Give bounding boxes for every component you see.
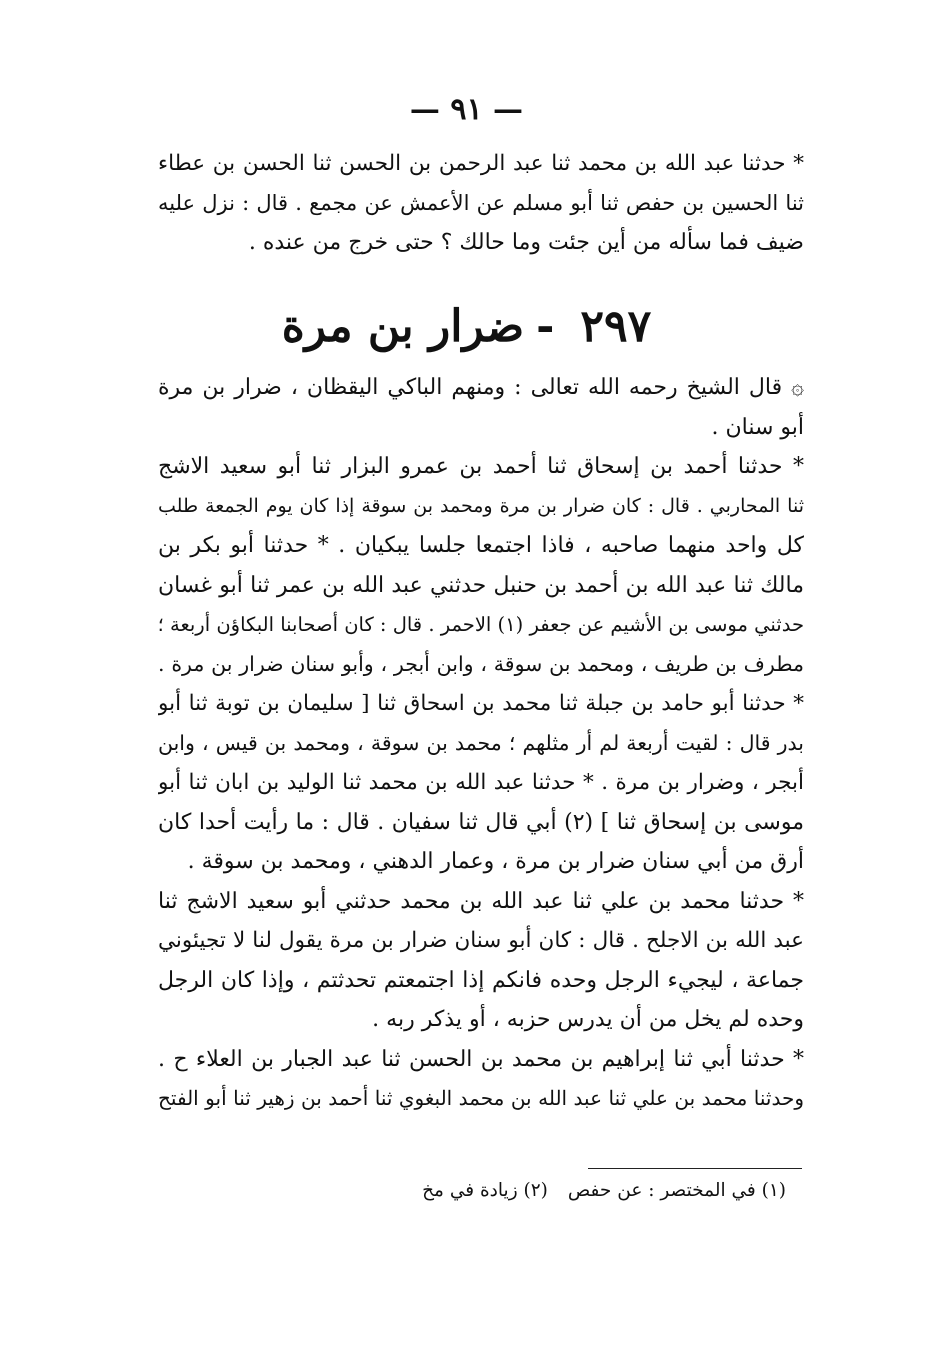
text-line: * حدثنا أحمد بن إسحاق ثنا أحمد بن عمرو البزار ثنا أبو سعيد الاشج	[158, 454, 804, 479]
text-line: مالك ثنا عبد الله بن أحمد بن حنبل حدثني عبد الله بن عمر ثنا أبو غسان	[158, 572, 804, 598]
text-line: جماعة ، ليجيء الرجل وحده فانكم إذا اجتمعتم تحدثتم ، وإذا كان الرجل	[158, 967, 804, 993]
text-line: مطرف بن طريف ، ومحمد بن سوقة ، وابن أبجر ، وأبو سنان ضرار بن مرة .	[158, 651, 804, 676]
main-text	[158, 368, 804, 1119]
section-heading	[0, 292, 933, 362]
text-line: ۞ قال الشيخ رحمه الله تعالى : ومنهم الباكي اليقظان ، ضرار بن مرة	[158, 375, 804, 400]
text-line: أرق من أبي سنان ضرار بن مرة ، وعمار الدهني ، ومحمد بن سوقة .	[187, 849, 804, 874]
text-line: أبو سنان .	[711, 414, 804, 440]
section-separator: -	[536, 301, 555, 352]
text-line: وحده لم يخل من أن يدرس حزبه ، أو يذكر ربه .	[372, 1007, 804, 1032]
text-line: * حدثنا أبو حامد بن جبلة ثنا محمد بن اسحاق ثنا [ سليمان بن توبة ثنا أبو	[158, 691, 804, 716]
footnote-2: (٢) زيادة في مخ	[422, 1180, 548, 1201]
footnotes	[400, 1176, 786, 1206]
footnote-1: (١) في المختصر : عن حفص	[567, 1180, 786, 1201]
text-line: * حدثنا محمد بن علي ثنا عبد الله بن محمد حدثني أبو سعيد الاشج ثنا	[158, 888, 804, 914]
text-line: ثنا الحسين بن حفص ثنا أبو مسلم عن الأعمش عن مجمع . قال : نزل عليه	[158, 190, 804, 215]
footnote-divider	[588, 1168, 802, 1169]
text-line: أبجر ، وضرار بن مرة . * حدثنا عبد الله بن محمد ثنا الوليد بن ابان ثنا أبو	[158, 770, 804, 795]
text-line: ثنا المحاربي . قال : كان ضرار بن مرة ومحمد بن سوقة إذا كان يوم الجمعة طلب	[158, 494, 804, 517]
page-number: — ٩١ —	[409, 92, 524, 127]
section-title: ضرار بن مرة	[281, 301, 525, 352]
text-line: موسى بن إسحاق ثنا ] (٢) أبي قال ثنا سفيان . قال : ما رأيت أحدا كان	[158, 809, 804, 835]
text-line: كل واحد منهما صاحبه ، فاذا اجتمعا جلسا يبكيان . * حدثنا أبو بكر بن	[158, 533, 804, 558]
text-line: حدثني موسى بن الأشيم عن جعفر (١) الاحمر . قال : كان أصحابنا البكاؤن أربعة ؛	[158, 613, 804, 636]
section-number: ٢٩٧	[580, 301, 652, 352]
text-line: عبد الله بن الاجلح . قال : كان أبو سنان ضرار بن مرة يقول لنا لا تجيئوني	[158, 928, 804, 953]
text-line: ضيف فما سأله من أين جئت وما حالك ؟ حتى خرج من عنده .	[248, 230, 804, 255]
intro-paragraph	[158, 144, 804, 263]
text-line: بدر قال : لقيت أربعة لم أر مثلهم ؛ محمد بن سوقة ، ومحمد بن قيس ، وابن	[158, 730, 804, 755]
text-line: * حدثنا أبي ثنا إبراهيم بن محمد بن الحسن ثنا عبد الجبار بن العلاء ح .	[158, 1046, 804, 1072]
text-line: وحدثنا محمد بن علي ثنا عبد الله بن محمد البغوي ثنا أحمد بن زهير ثنا أبو الفتح	[158, 1086, 804, 1110]
text-line: * حدثنا عبد الله بن محمد ثنا عبد الرحمن بن الحسن ثنا الحسن بن عطاء	[158, 151, 804, 176]
